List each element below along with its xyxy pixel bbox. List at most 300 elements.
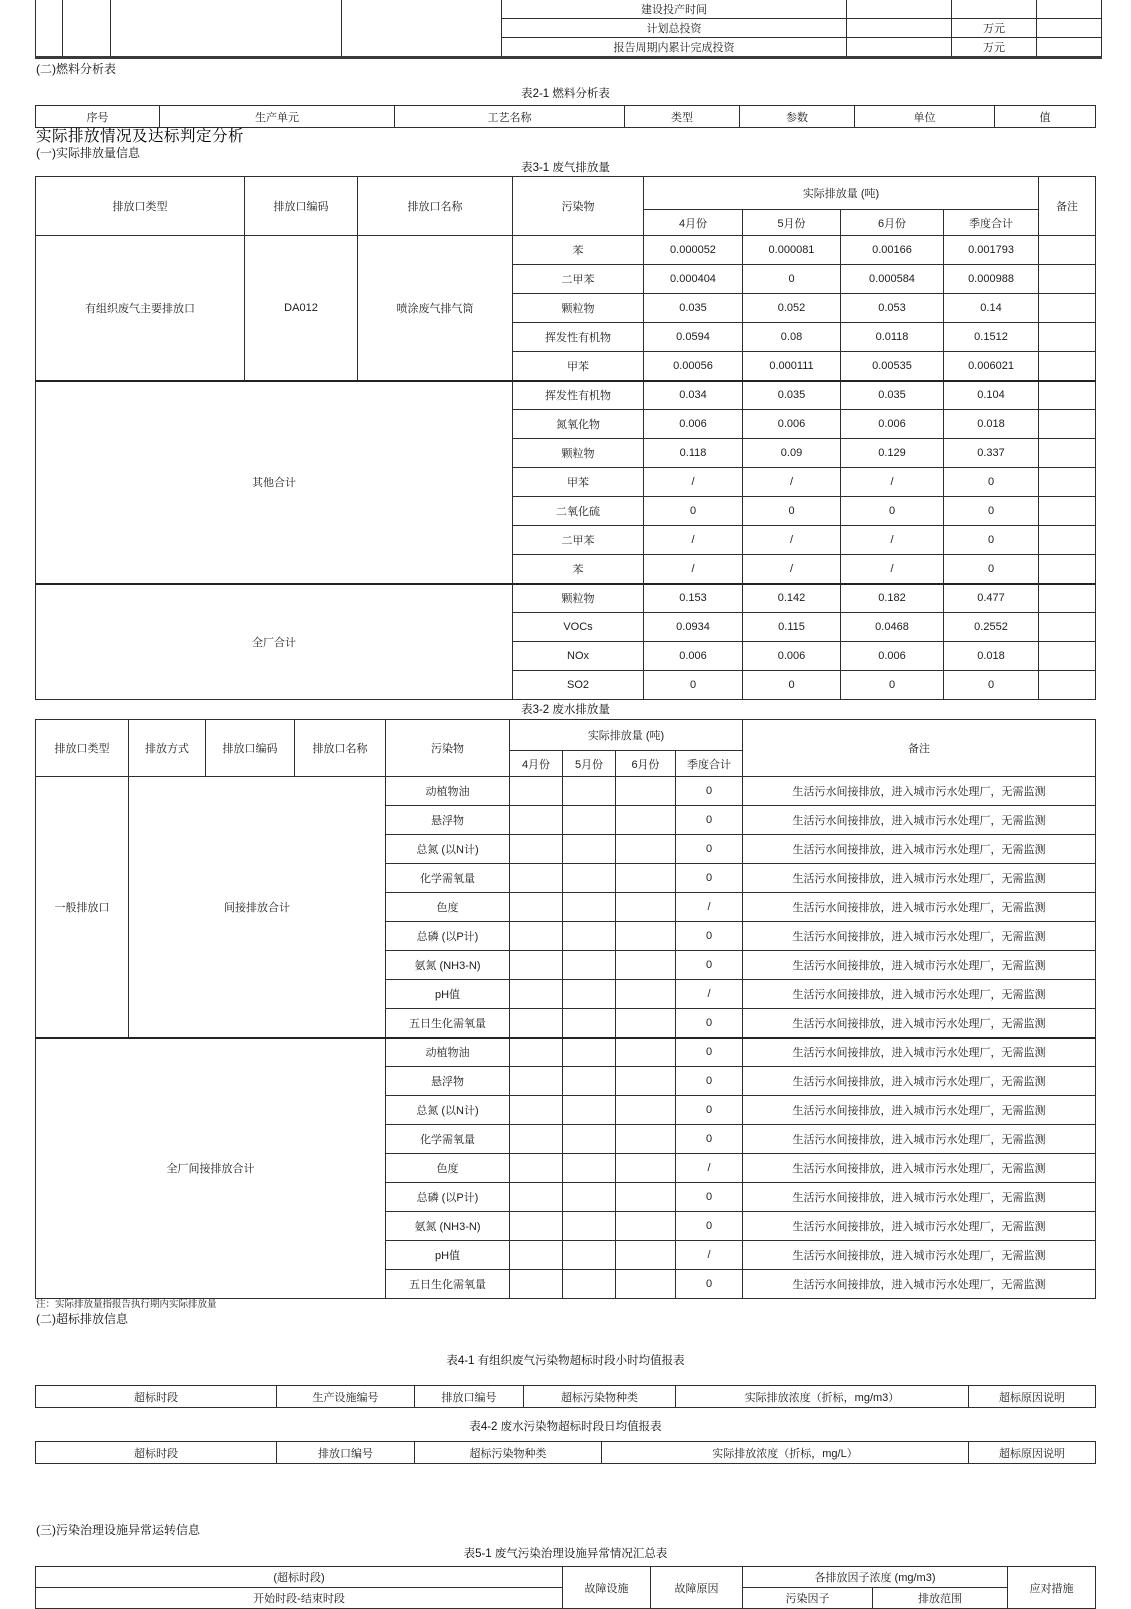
table-row xyxy=(36,777,1096,806)
pollutant: 挥发性有机物 xyxy=(513,323,644,352)
cell xyxy=(510,980,563,1009)
pollutant: 颗粒物 xyxy=(513,584,644,613)
col-header: 排放口名称 xyxy=(358,177,513,236)
table2-title: 表2-1 燃料分析表 xyxy=(521,88,610,100)
cell: 0.142 xyxy=(743,584,841,613)
cell: 0.00166 xyxy=(841,236,944,265)
col-header: 6月份 xyxy=(841,210,944,236)
cell xyxy=(616,951,676,980)
cell: 0 xyxy=(676,777,743,806)
cell: 0 xyxy=(841,497,944,526)
unit-cell: 万元 xyxy=(952,38,1037,58)
cell: 0.018 xyxy=(944,410,1039,439)
cell xyxy=(510,1009,563,1038)
value-cell xyxy=(1037,19,1102,38)
table-header-row xyxy=(36,1386,1096,1408)
cell xyxy=(510,1038,563,1067)
cell xyxy=(510,806,563,835)
cell: 0.182 xyxy=(841,584,944,613)
remark-cell: 生活污水间接排放，进入城市污水处理厂，无需监测 xyxy=(743,864,1096,893)
cell xyxy=(563,1125,616,1154)
col-header: 生产设施编号 xyxy=(277,1386,415,1408)
cell: / xyxy=(644,555,743,584)
cell: 0 xyxy=(676,1183,743,1212)
cell: 0 xyxy=(743,265,841,294)
remark-cell xyxy=(1039,671,1096,700)
col-header: 排放口编码 xyxy=(245,177,358,236)
col-header: 季度合计 xyxy=(676,751,743,777)
remark-cell xyxy=(1039,642,1096,671)
cell xyxy=(510,1067,563,1096)
pollutant: 氨氮 (NH3-N) xyxy=(386,951,510,980)
cell: / xyxy=(743,555,841,584)
value-cell xyxy=(1037,0,1102,19)
pollutant: 悬浮物 xyxy=(386,1067,510,1096)
remark-cell: 生活污水间接排放，进入城市污水处理厂，无需监测 xyxy=(743,1038,1096,1067)
empty-cell xyxy=(63,0,111,58)
cell: 0.08 xyxy=(743,323,841,352)
cell: 0.035 xyxy=(841,381,944,410)
cell xyxy=(616,806,676,835)
table-row xyxy=(36,0,1102,19)
cell xyxy=(616,1212,676,1241)
table31-title: 表3-1 废气排放量 xyxy=(521,162,610,174)
cell xyxy=(563,951,616,980)
pollutant: 悬浮物 xyxy=(386,806,510,835)
remark-cell xyxy=(1039,526,1096,555)
cell: 0 xyxy=(944,555,1039,584)
cell xyxy=(616,1067,676,1096)
cell: 0.006 xyxy=(644,410,743,439)
cell: 0.000404 xyxy=(644,265,743,294)
treatment-abnormal-table xyxy=(35,1566,1096,1609)
cell: / xyxy=(644,526,743,555)
cell xyxy=(563,1067,616,1096)
page-heading: 实际排放情况及达标判定分析 xyxy=(36,128,245,145)
cell: 0 xyxy=(944,497,1039,526)
pollutant: 色度 xyxy=(386,893,510,922)
cell: 0.006 xyxy=(743,410,841,439)
cell: 0.14 xyxy=(944,294,1039,323)
pollutant: 总氮 (以N计) xyxy=(386,835,510,864)
cell: 0 xyxy=(676,1125,743,1154)
cell: 0 xyxy=(676,1067,743,1096)
cell xyxy=(510,951,563,980)
cell xyxy=(510,1270,563,1299)
group-label: 全厂间接排放合计 xyxy=(36,1038,386,1299)
remark-cell: 生活污水间接排放，进入城市污水处理厂，无需监测 xyxy=(743,1270,1096,1299)
pollutant: pH值 xyxy=(386,1241,510,1270)
pollutant: 化学需氧量 xyxy=(386,864,510,893)
cell xyxy=(616,1009,676,1038)
outlet-type: 有组织废气主要排放口 xyxy=(36,236,245,381)
remark-cell: 生活污水间接排放，进入城市污水处理厂，无需监测 xyxy=(743,893,1096,922)
cell xyxy=(563,777,616,806)
cell: 0.053 xyxy=(841,294,944,323)
col-header: 实际排放浓度（折标，mg/m3） xyxy=(676,1386,969,1408)
col-header: 排放口编码 xyxy=(206,720,295,777)
col-header: 排放口名称 xyxy=(295,720,386,777)
cell xyxy=(616,864,676,893)
cell xyxy=(616,893,676,922)
cell: 0.153 xyxy=(644,584,743,613)
value-cell xyxy=(847,19,952,38)
cell: 0.000111 xyxy=(743,352,841,381)
cell xyxy=(616,835,676,864)
cell: 0.0118 xyxy=(841,323,944,352)
pollutant: 挥发性有机物 xyxy=(513,381,644,410)
remark-cell xyxy=(1039,497,1096,526)
col-header: 排放口类型 xyxy=(36,177,245,236)
cell: 0.0594 xyxy=(644,323,743,352)
spacer xyxy=(0,1464,1131,1523)
pollutant: 甲苯 xyxy=(513,468,644,497)
cell: / xyxy=(743,468,841,497)
pollutant: 甲苯 xyxy=(513,352,644,381)
cell: / xyxy=(676,1241,743,1270)
cell: 0.09 xyxy=(743,439,841,468)
table-row xyxy=(36,381,1096,410)
col-header-amount: 实际排放量 (吨) xyxy=(510,720,743,751)
cell: 0.006 xyxy=(644,642,743,671)
section-label-actual: (一)实际排放量信息 xyxy=(36,146,140,160)
cell: 0 xyxy=(644,497,743,526)
cell: 0 xyxy=(676,1009,743,1038)
cell xyxy=(563,980,616,1009)
cell xyxy=(563,1154,616,1183)
col-header: 超标污染物种类 xyxy=(524,1386,676,1408)
pollutant: 颗粒物 xyxy=(513,439,644,468)
cell xyxy=(616,1038,676,1067)
cell: 0.001793 xyxy=(944,236,1039,265)
col-header: 超标污染物种类 xyxy=(415,1442,602,1464)
cell: 0.035 xyxy=(743,381,841,410)
waste-gas-table xyxy=(35,176,1096,700)
cell: 0.115 xyxy=(743,613,841,642)
pollutant: SO2 xyxy=(513,671,644,700)
cell xyxy=(563,922,616,951)
cell: 0 xyxy=(676,1038,743,1067)
empty-cell xyxy=(111,0,342,58)
remark-cell xyxy=(1039,352,1096,381)
cell xyxy=(563,806,616,835)
col-header: 超标时段 xyxy=(36,1442,277,1464)
cell: 0 xyxy=(676,1096,743,1125)
unit-cell xyxy=(952,0,1037,19)
pollutant: 色度 xyxy=(386,1154,510,1183)
gas-exceed-table xyxy=(35,1385,1096,1408)
waste-water-table xyxy=(35,719,1096,1299)
remark-cell xyxy=(1039,468,1096,497)
cell: 0.018 xyxy=(944,642,1039,671)
cell: / xyxy=(644,468,743,497)
cell: 0 xyxy=(743,497,841,526)
project-info-table xyxy=(35,0,1102,59)
remark-cell xyxy=(1039,381,1096,410)
cell xyxy=(616,1125,676,1154)
pollutant: 总磷 (以P计) xyxy=(386,922,510,951)
table-header-row xyxy=(36,1567,1096,1588)
remark-cell: 生活污水间接排放，进入城市污水处理厂，无需监测 xyxy=(743,835,1096,864)
row-label: 报告周期内累计完成投资 xyxy=(502,38,847,58)
cell: 0.0934 xyxy=(644,613,743,642)
pollutant: 五日生化需氧量 xyxy=(386,1009,510,1038)
col-header: 6月份 xyxy=(616,751,676,777)
cell: 0.006 xyxy=(743,642,841,671)
cell xyxy=(563,1038,616,1067)
outlet-name: 喷涂废气排气筒 xyxy=(358,236,513,381)
remark-cell: 生活污水间接排放，进入城市污水处理厂，无需监测 xyxy=(743,922,1096,951)
table42-title: 表4-2 废水污染物超标时段日均值报表 xyxy=(469,1421,662,1433)
col-header: 各排放因子浓度 (mg/m3) xyxy=(743,1567,1008,1588)
cell: / xyxy=(841,555,944,584)
col-header: 4月份 xyxy=(644,210,743,236)
remark-cell: 生活污水间接排放，进入城市污水处理厂，无需监测 xyxy=(743,1154,1096,1183)
cell xyxy=(563,1241,616,1270)
cell: 0.006021 xyxy=(944,352,1039,381)
cell: 0 xyxy=(841,671,944,700)
cell: / xyxy=(841,468,944,497)
group-label: 全厂合计 xyxy=(36,584,513,700)
cell xyxy=(510,1183,563,1212)
unit-cell: 万元 xyxy=(952,19,1037,38)
table-header-row xyxy=(36,1442,1096,1464)
cell xyxy=(510,1125,563,1154)
remark-cell: 生活污水间接排放，进入城市污水处理厂，无需监测 xyxy=(743,777,1096,806)
col-header: 超标原因说明 xyxy=(969,1386,1096,1408)
table-header-row xyxy=(36,106,1096,128)
cell: 0 xyxy=(944,468,1039,497)
cell: 0.2552 xyxy=(944,613,1039,642)
value-cell xyxy=(1037,38,1102,58)
section-label-abnormal: (三)污染治理设施异常运转信息 xyxy=(36,1523,200,1537)
cell xyxy=(616,1183,676,1212)
cell xyxy=(563,1096,616,1125)
table-row xyxy=(36,236,1096,265)
table-header-row xyxy=(36,720,1096,751)
discharge-mode: 间接排放合计 xyxy=(129,777,386,1038)
col-header: 应对措施 xyxy=(1008,1567,1096,1609)
pollutant: VOCs xyxy=(513,613,644,642)
cell: 0 xyxy=(644,671,743,700)
value-cell xyxy=(847,0,952,19)
col-header: 5月份 xyxy=(743,210,841,236)
cell: / xyxy=(743,526,841,555)
cell: 0.006 xyxy=(841,410,944,439)
col-header: 排放口编号 xyxy=(277,1442,415,1464)
col-header: 排放口类型 xyxy=(36,720,129,777)
remark-cell xyxy=(1039,439,1096,468)
cell: 0 xyxy=(743,671,841,700)
cell: / xyxy=(676,980,743,1009)
empty-cell xyxy=(342,0,502,58)
remark-cell xyxy=(1039,236,1096,265)
cell xyxy=(616,1096,676,1125)
pollutant: 总磷 (以P计) xyxy=(386,1183,510,1212)
col-header: 生产单元 xyxy=(160,106,395,128)
cell xyxy=(563,1270,616,1299)
cell: 0.104 xyxy=(944,381,1039,410)
fuel-analysis-table xyxy=(35,105,1096,128)
cell xyxy=(616,777,676,806)
remark-cell xyxy=(1039,613,1096,642)
table41-title: 表4-1 有组织废气污染物超标时段小时均值报表 xyxy=(446,1355,685,1367)
remark-cell xyxy=(1039,555,1096,584)
value-cell xyxy=(847,38,952,58)
cell xyxy=(563,835,616,864)
outlet-type: 一般排放口 xyxy=(36,777,129,1038)
cell xyxy=(616,1241,676,1270)
cell: 0 xyxy=(676,1270,743,1299)
cell: / xyxy=(676,1154,743,1183)
remark-cell xyxy=(1039,410,1096,439)
cell xyxy=(563,893,616,922)
col-header: 工艺名称 xyxy=(395,106,625,128)
col-header: 类型 xyxy=(625,106,740,128)
cell: 0 xyxy=(676,835,743,864)
remark-cell: 生活污水间接排放，进入城市污水处理厂，无需监测 xyxy=(743,1212,1096,1241)
table-row xyxy=(36,584,1096,613)
remark-cell: 生活污水间接排放，进入城市污水处理厂，无需监测 xyxy=(743,1125,1096,1154)
pollutant: 氮氧化物 xyxy=(513,410,644,439)
remark-cell: 生活污水间接排放，进入城市污水处理厂，无需监测 xyxy=(743,980,1096,1009)
remark-cell xyxy=(1039,265,1096,294)
section-label-exceed: (二)超标排放信息 xyxy=(36,1312,128,1326)
cell xyxy=(563,1009,616,1038)
pollutant: 苯 xyxy=(513,236,644,265)
cell: 0.1512 xyxy=(944,323,1039,352)
cell xyxy=(510,1096,563,1125)
cell: 0.337 xyxy=(944,439,1039,468)
remark-cell: 生活污水间接排放，进入城市污水处理厂，无需监测 xyxy=(743,1096,1096,1125)
cell: 0.034 xyxy=(644,381,743,410)
pollutant: 二氧化硫 xyxy=(513,497,644,526)
col-header: 故障原因 xyxy=(651,1567,743,1609)
pollutant: 二甲苯 xyxy=(513,526,644,555)
col-header: 污染物 xyxy=(513,177,644,236)
cell xyxy=(563,864,616,893)
cell: 0.477 xyxy=(944,584,1039,613)
row-label: 计划总投资 xyxy=(502,19,847,38)
cell: 0 xyxy=(676,1212,743,1241)
table51-title: 表5-1 废气污染治理设施异常情况汇总表 xyxy=(463,1548,668,1560)
cell: 0 xyxy=(676,951,743,980)
col-header: 序号 xyxy=(36,106,160,128)
col-header: 污染物 xyxy=(386,720,510,777)
col-header: (超标时段) xyxy=(36,1567,563,1588)
pollutant: pH值 xyxy=(386,980,510,1009)
cell: 0.00535 xyxy=(841,352,944,381)
cell: 0.006 xyxy=(841,642,944,671)
cell xyxy=(510,864,563,893)
col-header: 备注 xyxy=(1039,177,1096,236)
remark-cell: 生活污水间接排放，进入城市污水处理厂，无需监测 xyxy=(743,1183,1096,1212)
remark-cell: 生活污水间接排放，进入城市污水处理厂，无需监测 xyxy=(743,1241,1096,1270)
cell xyxy=(510,922,563,951)
group-label: 其他合计 xyxy=(36,381,513,584)
section-label-fuel: (二)燃料分析表 xyxy=(36,62,116,76)
cell: 0.035 xyxy=(644,294,743,323)
pollutant: 二甲苯 xyxy=(513,265,644,294)
cell: 0 xyxy=(676,806,743,835)
table-header-row xyxy=(36,177,1096,210)
cell xyxy=(563,1183,616,1212)
col-header: 开始时段-结束时段 xyxy=(36,1588,563,1609)
cell: 0 xyxy=(944,526,1039,555)
cell: 0.000081 xyxy=(743,236,841,265)
remark-cell: 生活污水间接排放，进入城市污水处理厂，无需监测 xyxy=(743,951,1096,980)
remark-cell: 生活污水间接排放，进入城市污水处理厂，无需监测 xyxy=(743,1067,1096,1096)
cell xyxy=(510,835,563,864)
cell: / xyxy=(676,893,743,922)
pollutant: 总氮 (以N计) xyxy=(386,1096,510,1125)
pollutant: NOx xyxy=(513,642,644,671)
cell xyxy=(510,1241,563,1270)
footnote: 注：实际排放量指报告执行期内实际排放量 xyxy=(36,1299,217,1310)
cell: 0 xyxy=(676,864,743,893)
remark-cell xyxy=(1039,584,1096,613)
col-header: 5月份 xyxy=(563,751,616,777)
col-header: 4月份 xyxy=(510,751,563,777)
col-header: 季度合计 xyxy=(944,210,1039,236)
col-header: 参数 xyxy=(740,106,855,128)
cell xyxy=(563,1212,616,1241)
col-header: 单位 xyxy=(855,106,995,128)
pollutant: 氨氮 (NH3-N) xyxy=(386,1212,510,1241)
col-header: 超标原因说明 xyxy=(969,1442,1096,1464)
table-row xyxy=(36,1038,1096,1067)
table32-title: 表3-2 废水排放量 xyxy=(521,704,610,716)
remark-cell xyxy=(1039,294,1096,323)
cell: 0 xyxy=(676,922,743,951)
col-header-amount: 实际排放量 (吨) xyxy=(644,177,1039,210)
outlet-code: DA012 xyxy=(245,236,358,381)
cell: / xyxy=(841,526,944,555)
remark-cell xyxy=(1039,323,1096,352)
cell xyxy=(616,1154,676,1183)
row-label: 建设投产时间 xyxy=(502,0,847,19)
cell: 0.000988 xyxy=(944,265,1039,294)
pollutant: 动植物油 xyxy=(386,777,510,806)
cell: 0.00056 xyxy=(644,352,743,381)
col-header: 污染因子 xyxy=(743,1588,873,1609)
col-header: 备注 xyxy=(743,720,1096,777)
cell: 0 xyxy=(944,671,1039,700)
cell xyxy=(510,777,563,806)
cell xyxy=(510,893,563,922)
pollutant: 化学需氧量 xyxy=(386,1125,510,1154)
pollutant: 颗粒物 xyxy=(513,294,644,323)
cell: 0.000584 xyxy=(841,265,944,294)
cell: 0.000052 xyxy=(644,236,743,265)
pollutant: 五日生化需氧量 xyxy=(386,1270,510,1299)
cell xyxy=(616,1270,676,1299)
cell: 0.052 xyxy=(743,294,841,323)
col-header: 排放方式 xyxy=(129,720,206,777)
col-header: 值 xyxy=(995,106,1096,128)
cell xyxy=(616,980,676,1009)
cell xyxy=(616,922,676,951)
cell: 0.118 xyxy=(644,439,743,468)
remark-cell: 生活污水间接排放，进入城市污水处理厂，无需监测 xyxy=(743,806,1096,835)
pollutant: 苯 xyxy=(513,555,644,584)
col-header: 实际排放浓度（折标，mg/L） xyxy=(602,1442,969,1464)
cell: 0.129 xyxy=(841,439,944,468)
cell xyxy=(510,1154,563,1183)
remark-cell: 生活污水间接排放，进入城市污水处理厂，无需监测 xyxy=(743,1009,1096,1038)
pollutant: 动植物油 xyxy=(386,1038,510,1067)
col-header: 超标时段 xyxy=(36,1386,277,1408)
